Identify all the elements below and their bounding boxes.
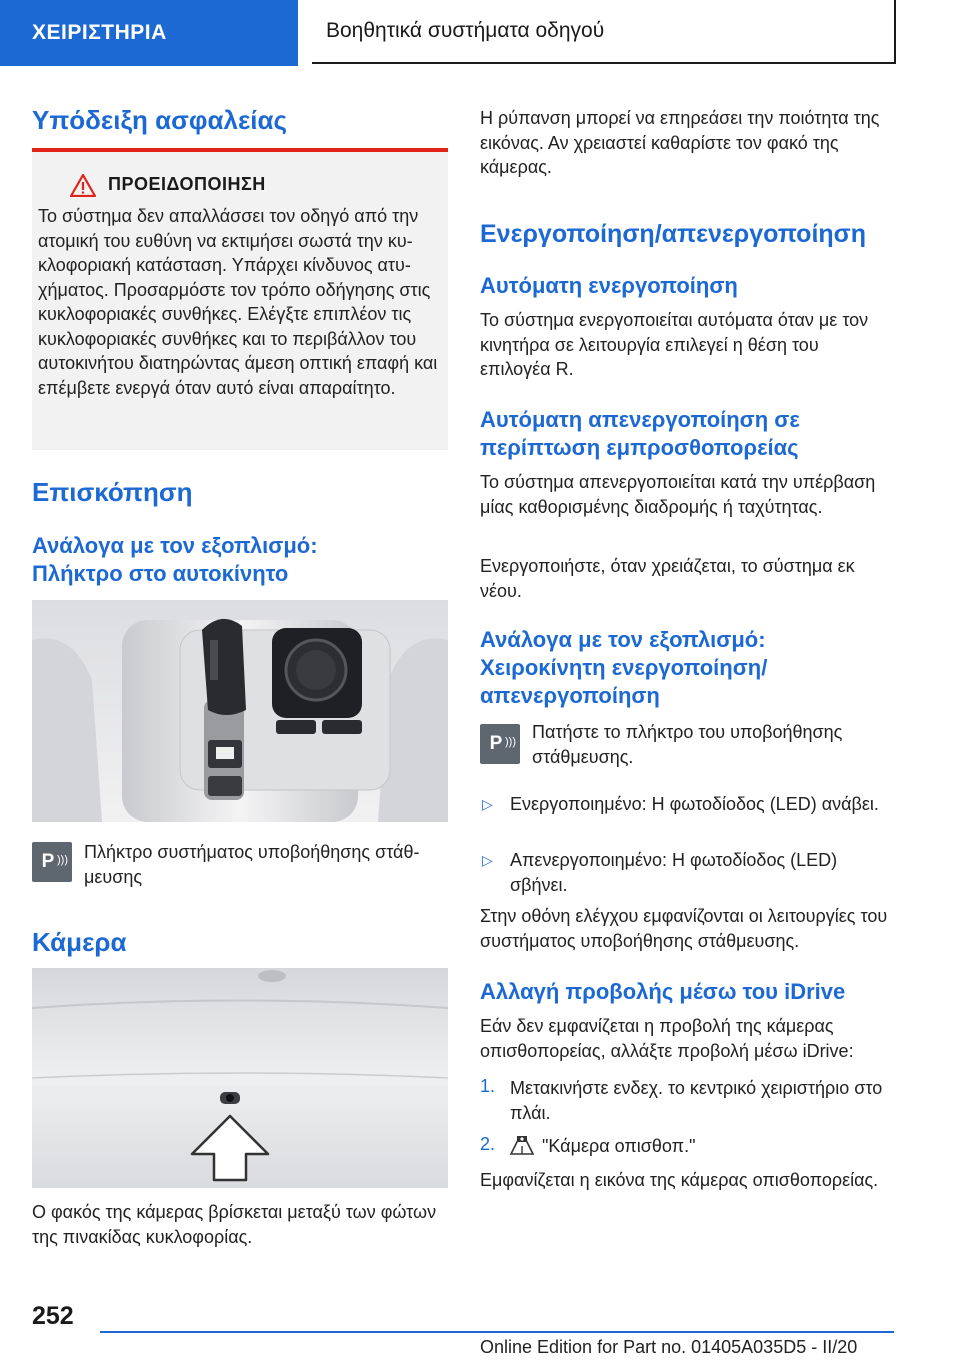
step-2: "Κάμερα οπισθοπ." — [542, 1136, 696, 1156]
step-1: Μετακινήστε ενδεχ. το κεντρικό χειριστήριο στο πλάι. — [510, 1078, 883, 1123]
camera-caption: Ο φακός της κάμερας βρίσκεται μεταξύ των φώτων της πινακίδας κυκλοφορίας. — [32, 1202, 437, 1247]
console-photo — [32, 600, 448, 822]
auto-off-text: Το σύστημα απενεργοποιείται κατά την υπέρβαση μίας καθορισμένης διαδρομής ή ταχύτητας. — [480, 472, 876, 517]
warning-icon — [70, 174, 96, 197]
step-number: 1. — [480, 1076, 496, 1096]
auto-off-heading: Αυτόματη απενεργοποίηση σε περίπτωση εμπροσθοπορείας — [480, 407, 800, 460]
warning-box — [32, 148, 448, 450]
result-text: Εμφανίζεται η εικόνα της κάμερας οπισθοπορείας. — [480, 1170, 879, 1190]
camera-heading: Κάμερα — [32, 927, 127, 957]
safety-heading: Υπόδειξη ασφαλείας — [32, 105, 288, 135]
console-illustration — [32, 600, 448, 822]
button-caption: Πλήκτρο συστήματος υποβοήθησης στάθμευσης — [84, 842, 420, 887]
display-text: Στην οθόνη ελέγχου εμφανίζονται οι λειτουργίες του συστήματος υποβοήθησης στάθμευσης. — [480, 906, 888, 951]
warning-text: Το σύστημα δεν απαλλάσσει τον οδηγό από την ατομική του ευθύνη να εκτιμήσει σωστά την κυκλοφοριακή κατάσταση. Υπάρχει κίνδυνος ατυχήματος. Προσαρμόστε τον τρόπο οδήγησης στις κυκλοφοριακές συνθήκες. Ελέγξτε επιπλέον τις κυκλοφοριακές συνθήκες και το περιβάλλον του αυτοκινήτου διατηρώντας άμεση οπτική επαφή και επέμβετε ενεργά όταν αυτό είναι απαραίτητο. — [38, 206, 438, 398]
bullet-led-off: Απενεργοποιημένο: Η φωτοδίοδος (LED) σβήνει. — [510, 850, 838, 895]
rear-camera-icon — [508, 1134, 536, 1158]
bullet-icon: ▷ — [482, 852, 493, 868]
manual-heading: Ανάλογα με τον εξοπλισμό: Χειροκίνητη ενεργοποίηση/απενεργοποίηση — [480, 627, 768, 708]
camera-illustration — [32, 968, 448, 1188]
dirt-text: Η ρύπανση μπορεί να επηρεάσει την ποιότητα της εικόνας. Αν χρειαστεί καθαρίστε τον φακό της κάμερας. — [480, 108, 880, 177]
auto-on-heading: Αυτόματη ενεργοποίηση — [480, 273, 738, 298]
bullet-icon: ▷ — [482, 796, 493, 812]
section-tab: ΧΕΙΡΙΣΤΗΡΙΑ — [0, 0, 298, 66]
footer-divider — [100, 1331, 894, 1333]
idrive-text: Εάν δεν εμφανίζεται η προβολή της κάμερας οπισθοπορείας, αλλάξτε προβολή μέσω iDrive: — [480, 1016, 854, 1061]
bullet-led-on: Ενεργοποιημένο: Η φωτοδίοδος (LED) ανάβει. — [510, 794, 879, 814]
overview-heading: Επισκόπηση — [32, 477, 193, 507]
reactivate-text: Ενεργοποιήστε, όταν χρειάζεται, το σύστημα εκ νέου. — [480, 556, 855, 601]
activation-heading: Ενεργοποίηση/απενεργοποίηση — [480, 220, 867, 248]
idrive-heading: Αλλαγή προβολής μέσω του iDrive — [480, 979, 846, 1004]
chapter-title: Βοηθητικά συστήματα οδηγού — [312, 0, 896, 64]
page-number: 252 — [32, 1302, 74, 1330]
camera-photo — [32, 968, 448, 1188]
equipment-heading-1: Ανάλογα με τον εξοπλισμό: — [32, 533, 318, 558]
manual-text: Πατήστε το πλήκτρο του υποβοήθησης στάθμευσης. — [532, 722, 843, 767]
edition-text: Online Edition for Part no. 01405A035D5 - II/20 — [480, 1337, 858, 1357]
equipment-heading-2: Πλήκτρο στο αυτοκίνητο — [32, 561, 289, 586]
auto-on-text: Το σύστημα ενεργοποιείται αυτόματα όταν με τον κινητήρα σε λειτουργία επιλεγεί η θέση του επιλογέα R. — [480, 310, 869, 379]
parking-assist-icon: P ))) — [32, 842, 72, 882]
step-number: 2. — [480, 1134, 496, 1154]
parking-assist-button-icon: P ))) — [480, 724, 520, 764]
warning-title: ΠΡΟΕΙΔΟΠΟΙΗΣΗ — [108, 174, 266, 194]
